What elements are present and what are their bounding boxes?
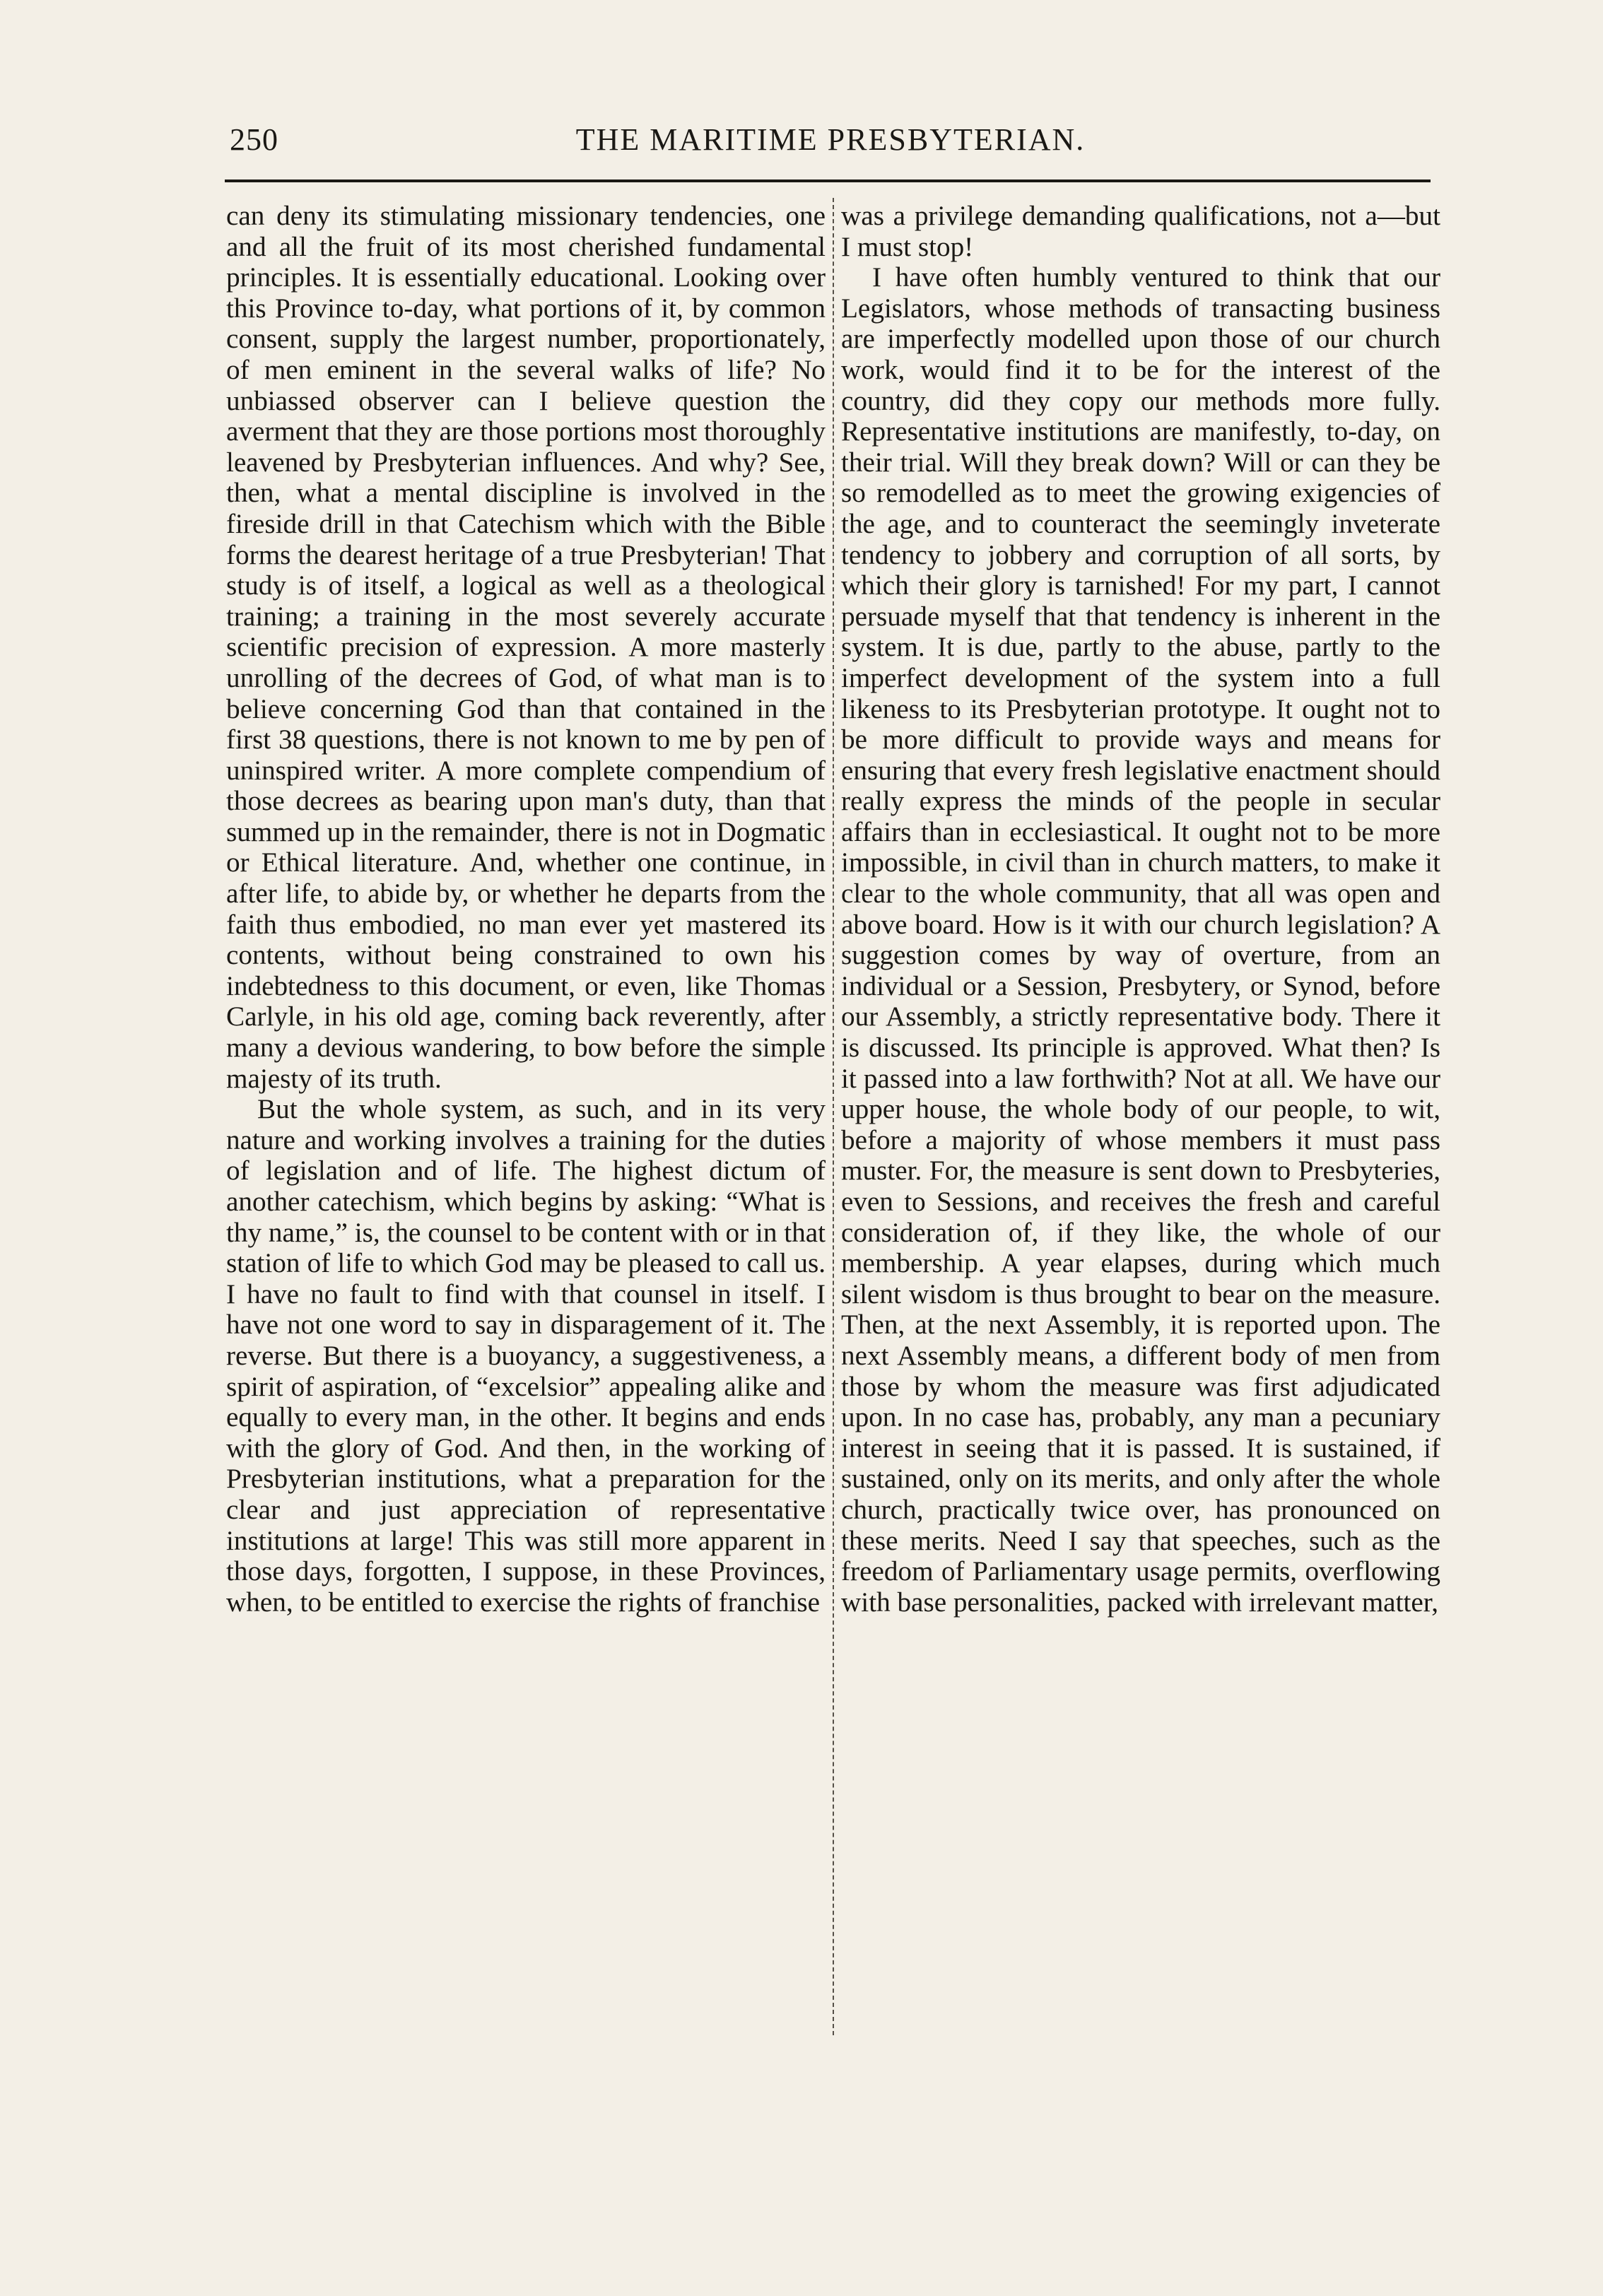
paragraph: can deny its stimulating missionary tendencies, one and all the fruit of its most cherished fundamental principles. It is essentially educational. Looking over this Province to-day, what portions of it, by common consent, supply the largest number, proportionately, of men eminent in the several walks of life? No unbiassed observer can I believe question the averment that they are those portions most thoroughly leavened by Presbyterian influences. And why? See, then, what a mental discipline is involved in the fireside drill in that Catechism which with the Bible forms the dearest heritage of a true Presbyterian! That study is of itself, a logical as well as a theological training; a training in the most severely accurate scientific precision of expression. A more masterly unrolling of the decrees of God, of what man is to believe concerning God than that contained in the first 38 questions, there is not known to me by pen of uninspired writer. A more complete compendium of those decrees as bearing upon man's duty, than that summed up in the remainder, there is not in Dogmatic or Ethical literature. And, whether one continue, in after life, to abide by, or whether he departs from the faith thus embodied, no man ever yet mastered its contents, without being constrained to own his indebtedness to this document, or even, like Thomas Carlyle, in his old age, coming back reverently, after many a devious wandering, to bow before the simple majesty of its truth. xyxy=(226,201,826,1094)
header-rule xyxy=(225,179,1431,182)
journal-title: THE MARITIME PRESBYTERIAN. xyxy=(575,122,1086,157)
paragraph: I have often humbly ventured to think that our Legislators, whose methods of transacting business are imperfectly modelled upon those of our church work, would find it to be for the interest of the country, did they copy our methods more fully. Representative institutions are manifestly, to-day, on their trial. Will they break down? Will or can they be so remodelled as to meet the growing exigencies of the age, and to counteract the seemingly inveterate tendency to jobbery and corruption of all sorts, by which their glory is tarnished! For my part, I cannot persuade myself that that tendency is inherent in the system. It is due, partly to the abuse, partly to the imperfect development of the system into a full likeness to its Presbyterian prototype. It ought not to be more difficult to provide ways and means for ensuring that every fresh legislative enactment should really express the minds of the people in secular affairs than in ecclesiastical. It ought not to be more impossible, in civil than in church matters, to make it clear to the whole community, that all was open and above board. How is it with our church legislation? A suggestion comes by way of overture, from an individual or a Session, Presbytery, or Synod, before our Assembly, a strictly representative body. There it is discussed. Its principle is approved. What then? Is it passed into a law forthwith? Not at all. We have our upper house, the whole body of our people, to wit, before a majority of whose members it must pass muster. For, the measure is sent down to Presbyteries, even to Sessions, and receives the fresh and careful consideration of, if they like, the whole of our membership. A year elapses, during which much silent wisdom is thus brought to bear on the measure. Then, at the next Assembly, it is reported upon. The next Assembly means, a different body of men from those by whom the measure was first adjudicated upon. In no case has, probably, any man a pecuniary interest in seeing that it is passed. It is sustained, if sustained, only on its merits, and only after the whole church, practically twice over, has pronounced on these merits. Need I say that speeches, such as the freedom of Parliamentary usage permits, overflowing with base personalities, packed with irrelevant matter, xyxy=(841,262,1440,1618)
running-head xyxy=(230,122,1431,164)
column-divider xyxy=(833,198,834,2035)
page-number: 250 xyxy=(230,122,278,157)
right-column xyxy=(841,201,1440,1618)
paragraph: But the whole system, as such, and in its very nature and working involves a training for the duties of legislation and of life. The highest dictum of another catechism, which begins by asking: “What is thy name,” is, the counsel to be content with or in that station of life to which God may be pleased to call us. I have no fault to find with that counsel in itself. I have not one word to say in disparagement of it. The reverse. But there is a buoyancy, a suggestiveness, a spirit of aspiration, of “excelsior” appealing alike and equally to every man, in the other. It begins and ends with the glory of God. And then, in the working of Presbyterian institutions, what a preparation for the clear and just appreciation of representative institutions at large! This was still more apparent in those days, forgotten, I suppose, in these Provinces, when, to be entitled to exercise the rights of franchise xyxy=(226,1094,826,1618)
paragraph: was a privilege demanding qualifications, not a—but I must stop! xyxy=(841,201,1440,262)
left-column xyxy=(226,201,826,1618)
